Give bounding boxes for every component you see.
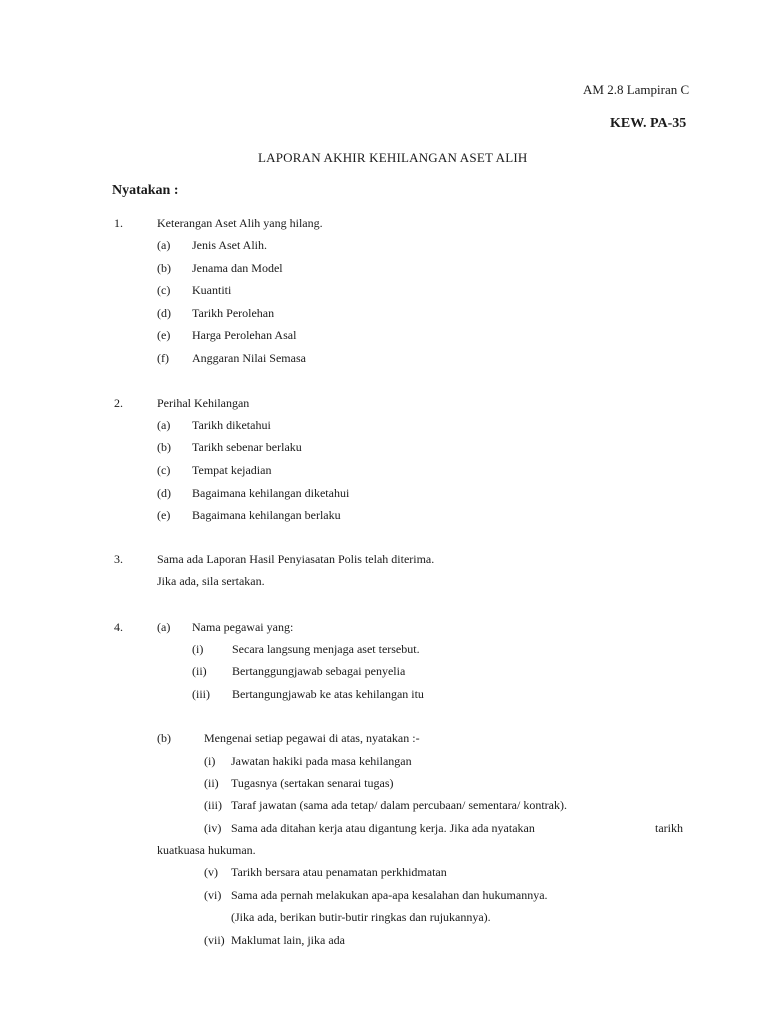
s1-item-label: (c) [157, 283, 171, 297]
s2-item-text: Bagaimana kehilangan diketahui [192, 486, 350, 500]
section-1-number: 1. [114, 216, 123, 230]
s1-item-label: (b) [157, 261, 171, 275]
s4b-item-text: Tugasnya (sertakan senarai tugas) [231, 776, 394, 790]
s1-item-text: Jenis Aset Alih. [192, 238, 268, 252]
s4a-label: (a) [157, 620, 171, 634]
s4b-item-text: Tarikh bersara atau penamatan perkhidmatan [231, 865, 447, 879]
s4b-item-text-end: tarikh [655, 821, 683, 835]
s4b-item-label: (vi) [204, 888, 222, 902]
s4b-item-label: (v) [204, 865, 218, 879]
intro-label: Nyatakan : [112, 183, 179, 198]
s1-item-text: Harga Perolehan Asal [192, 328, 297, 342]
s2-item-text: Tempat kejadian [192, 463, 272, 477]
s2-item-label: (c) [157, 463, 171, 477]
section-3-number: 3. [114, 552, 123, 566]
s1-item-text: Anggaran Nilai Semasa [192, 351, 306, 365]
s4a-item-text: Secara langsung menjaga aset tersebut. [232, 642, 420, 656]
s1-item-label: (a) [157, 238, 171, 252]
section-3-line-1: Sama ada Laporan Hasil Penyiasatan Polis telah diterima. [157, 552, 435, 566]
s2-item-label: (d) [157, 486, 171, 500]
document-title: LAPORAN AKHIR KEHILANGAN ASET ALIH [258, 150, 528, 165]
s4b-item-text: Taraf jawatan (sama ada tetap/ dalam percubaan/ sementara/ kontrak). [231, 798, 567, 812]
s4b-label: (b) [157, 731, 171, 745]
section-3-line-2: Jika ada, sila sertakan. [157, 574, 265, 588]
s4b-item-text: Sama ada ditahan kerja atau digantung kerja. Jika ada nyatakan [231, 821, 535, 835]
s1-item-text: Kuantiti [192, 283, 232, 297]
s4b-item-label: (iv) [204, 821, 222, 835]
s2-item-label: (e) [157, 508, 171, 522]
form-code: KEW. PA-35 [610, 116, 687, 131]
s2-item-label: (b) [157, 440, 171, 454]
s4a-item-label: (i) [192, 642, 204, 656]
s4b-item-label: (ii) [204, 776, 219, 790]
s2-item-label: (a) [157, 418, 171, 432]
s1-item-label: (f) [157, 351, 169, 365]
s4b-text: Mengenai setiap pegawai di atas, nyatakan :- [204, 731, 420, 745]
s4b-iv-continuation: kuatkuasa hukuman. [157, 843, 256, 857]
s4a-item-label: (ii) [192, 664, 207, 678]
s4b-item-text: Sama ada pernah melakukan apa-apa kesalahan dan hukumannya. [231, 888, 548, 902]
s4a-item-text: Bertangungjawab ke atas kehilangan itu [232, 687, 424, 701]
s4b-item-label: (iii) [204, 798, 222, 812]
s4a-item-label: (iii) [192, 687, 210, 701]
s1-item-label: (e) [157, 328, 171, 342]
s4a-item-text: Bertanggungjawab sebagai penyelia [232, 664, 406, 678]
s4b-item-text: Jawatan hakiki pada masa kehilangan [231, 754, 412, 768]
s4a-text: Nama pegawai yang: [192, 620, 294, 634]
s4b-vi-continuation: (Jika ada, berikan butir-butir ringkas dan rujukannya). [231, 910, 491, 924]
section-4-number: 4. [114, 620, 123, 634]
section-2-number: 2. [114, 396, 123, 410]
s4b-item-label: (vii) [204, 933, 225, 947]
s2-item-text: Tarikh diketahui [192, 418, 271, 432]
section-1-heading: Keterangan Aset Alih yang hilang. [157, 216, 323, 230]
section-2-heading: Perihal Kehilangan [157, 396, 250, 410]
s4b-item-label: (i) [204, 754, 216, 768]
s4b-item-text: Maklumat lain, jika ada [231, 933, 345, 947]
s2-item-text: Tarikh sebenar berlaku [192, 440, 302, 454]
s1-item-text: Tarikh Perolehan [192, 306, 275, 320]
s2-item-text: Bagaimana kehilangan berlaku [192, 508, 341, 522]
reference-code: AM 2.8 Lampiran C [583, 82, 690, 97]
s1-item-label: (d) [157, 306, 171, 320]
s1-item-text: Jenama dan Model [192, 261, 283, 275]
